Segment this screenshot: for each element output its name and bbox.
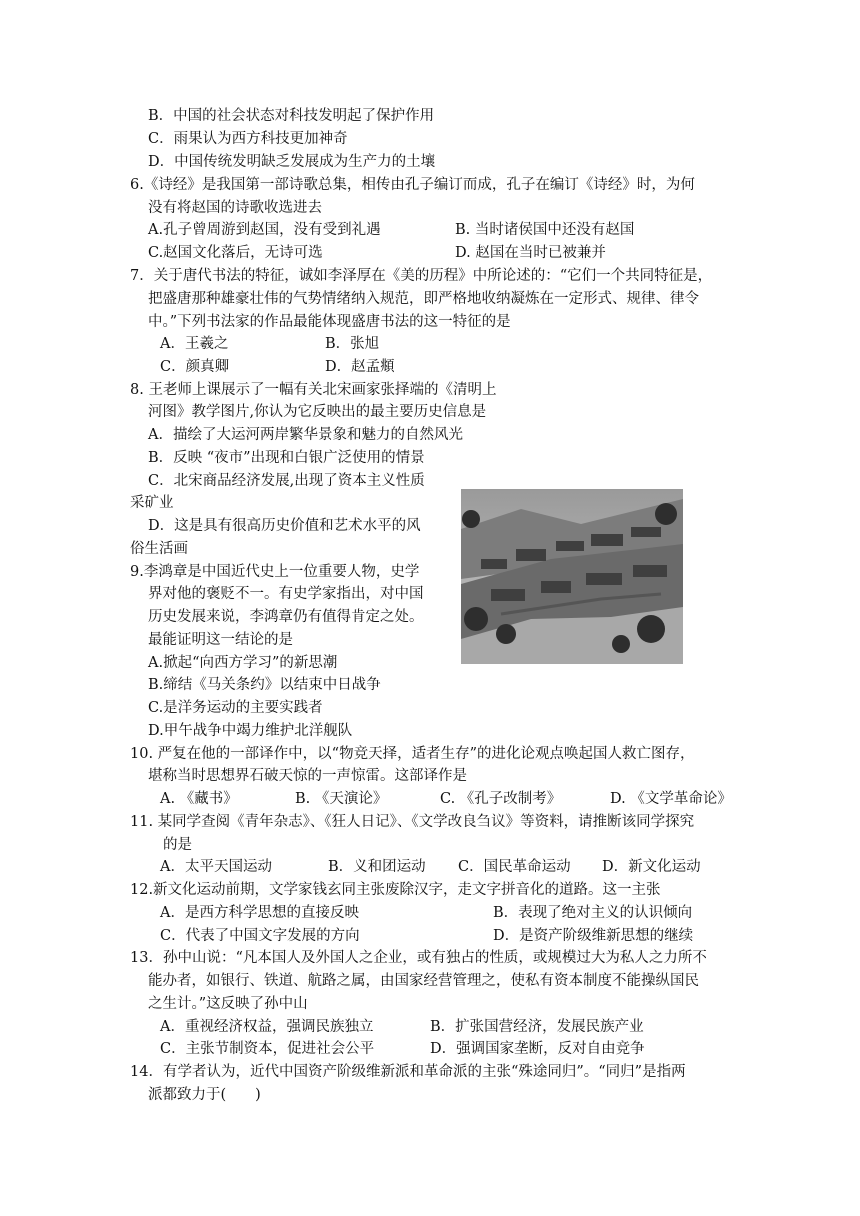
q8-option-c: 采矿业 (130, 495, 174, 511)
q9-stem: 界对他的褒贬不一。有史学家指出，对中国 (148, 586, 424, 602)
q9-option-a: A.掀起“向西方学习”的新思潮 (148, 655, 338, 671)
q6-stem: 6.《诗经》是我国第一部诗歌总集，相传由孔子编订而成，孔子在编订《诗经》时，为何 (130, 177, 695, 193)
q7-option-b: B．张旭 (325, 336, 380, 352)
q5-option-c: C．雨果认为西方科技更加神奇 (148, 131, 348, 147)
q11-option-d: D．新文化运动 (602, 859, 701, 875)
q10-option-c: C. 《孔子改制考》 (440, 791, 562, 807)
q12-option-a: A．是西方科学思想的直接反映 (160, 905, 359, 921)
q5-option-d: D．中国传统发明缺乏发展成为生产力的土壤 (148, 154, 436, 170)
q11-option-b: B．义和团运动 (328, 859, 426, 875)
q9-stem: 9.李鸿章是中国近代史上一位重要人物，史学 (130, 564, 420, 580)
q8-stem: 河图》教学图片,你认为它反映出的最主要历史信息是 (148, 404, 487, 420)
q6-option-d: D. 赵国在当时已被兼并 (455, 245, 606, 261)
q7-option-a: A．王羲之 (160, 336, 229, 352)
q11-stem: 11. 某同学查阅《青年杂志》、《狂人日记》、《文学改良刍议》等资料，请推断该同学探究 (130, 814, 695, 830)
q12-option-d: D．是资产阶级维新思想的继续 (493, 928, 694, 944)
q9-option-d: D.甲午战争中竭力维护北洋舰队 (148, 723, 353, 739)
q13-option-c: C．主张节制资本，促进社会公平 (160, 1041, 375, 1057)
q8-option-d: D．这是具有很高历史价值和艺术水平的风 (148, 518, 421, 534)
q10-stem: 10. 严复在他的一部译作中，以“物竞天择，适者生存”的进化论观点唤起国人救亡图存， (130, 746, 695, 762)
q6-stem: 没有将赵国的诗歌收选进去 (148, 200, 322, 216)
qingming-painting-image (461, 489, 683, 664)
q10-option-d: D. 《文学革命论》 (610, 791, 732, 807)
q9-stem: 最能证明这一结论的是 (148, 632, 293, 648)
q7-stem: 7．关于唐代书法的特征，诚如李泽厚在《美的历程》中所论述的：“它们一个共同特征是， (130, 268, 713, 284)
q7-option-d: D．赵孟頫 (325, 359, 395, 375)
q10-option-b: B. 《天演论》 (295, 791, 388, 807)
q11-stem: 的是 (163, 837, 192, 853)
q8-option-d: 俗生活画 (130, 541, 188, 557)
q14-stem: 14．有学者认为，近代中国资产阶级维新派和革命派的主张“殊途同归”。“同归”是指两 (130, 1064, 686, 1080)
q12-option-b: B．表现了绝对主义的认识倾向 (493, 905, 693, 921)
q6-option-a: A.孔子曾周游到赵国，没有受到礼遇 (148, 222, 381, 238)
q6-option-c: C.赵国文化落后，无诗可选 (148, 245, 323, 261)
q13-stem: 能办者，如银行、铁道、航路之属，由国家经营管理之，使私有资本制度不能操纵国民 (148, 973, 699, 989)
q11-option-c: C．国民革命运动 (458, 859, 571, 875)
q9-option-b: B.缔结《马关条约》以结束中日战争 (148, 677, 381, 693)
q10-option-a: A. 《藏书》 (160, 791, 238, 807)
q8-option-a: A．描绘了大运河两岸繁华景象和魅力的自然风光 (148, 427, 463, 443)
q13-option-a: A．重视经济权益，强调民族独立 (160, 1019, 374, 1035)
q8-option-b: B．反映 “夜市”出现和白银广泛使用的情景 (148, 450, 425, 466)
q8-option-c: C．北宋商品经济发展,出现了资本主义性质 (148, 473, 425, 489)
q5-option-b: B．中国的社会状态对科技发明起了保护作用 (148, 108, 435, 124)
q10-stem: 堪称当时思想界石破天惊的一声惊雷。这部译作是 (148, 768, 467, 784)
q7-stem: 中。”下列书法家的作品最能体现盛唐书法的这一特征的是 (148, 314, 511, 330)
q9-stem: 历史发展来说，李鸿章仍有值得肯定之处。 (148, 609, 424, 625)
q6-option-b: B. 当时诸侯国中还没有赵国 (455, 222, 635, 238)
q12-option-c: C．代表了中国文字发展的方向 (160, 928, 360, 944)
q13-stem: 13．孙中山说：“凡本国人及外国人之企业，或有独占的性质，或规模过大为私人之力所不 (130, 950, 707, 966)
q7-stem: 把盛唐那种雄豪壮伟的气势情绪纳入规范，即严格地收纳凝炼在一定形式、规律、律令 (148, 291, 699, 307)
q13-stem: 之生计。”这反映了孙中山 (148, 996, 308, 1012)
q7-option-c: C．颜真卿 (160, 359, 230, 375)
q13-option-d: D．强调国家垄断，反对自由竞争 (430, 1041, 645, 1057)
q11-option-a: A．太平天国运动 (160, 859, 272, 875)
q9-option-c: C.是洋务运动的主要实践者 (148, 700, 323, 716)
q12-stem: 12.新文化运动前期，文学家钱玄同主张废除汉字，走文字拼音化的道路。这一主张 (130, 882, 661, 898)
q8-stem: 8. 王老师上课展示了一幅有关北宋画家张择端的《清明上 (130, 382, 497, 398)
q13-option-b: B．扩张国营经济，发展民族产业 (430, 1019, 644, 1035)
q14-stem: 派都致力于( ) (148, 1087, 261, 1103)
